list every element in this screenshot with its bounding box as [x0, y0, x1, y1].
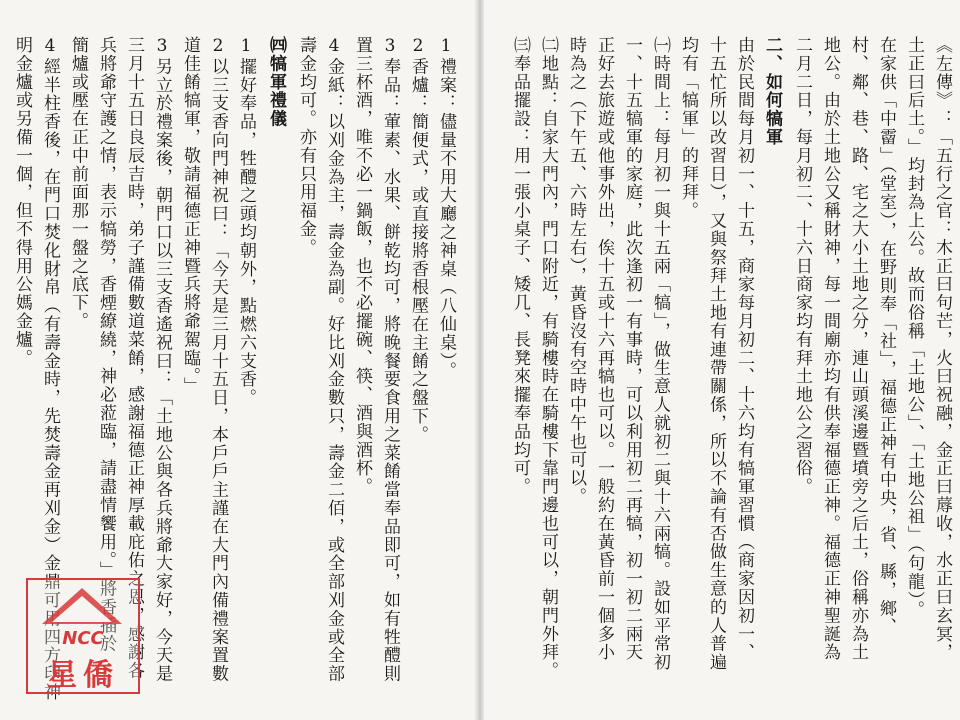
text-column: 置三杯酒，唯不必一鍋飯，也不必擺碗、筷、酒與酒杯。 — [352, 36, 372, 496]
text-column: 2香爐：簡便式，或直接將香根壓在主餚之盤下。 — [408, 36, 428, 444]
text-column: 兵將爺守護之情，表示犒勞，香煙繚繞，神必蒞臨，請盡情饗用。」將香插於 — [96, 36, 116, 654]
text-column: ㈢奉品擺設：用一張小桌子、矮几、長凳來擺奉品均可。 — [510, 36, 530, 496]
text-column: 2以三支香向門神祝曰：「今天是三月十五日，本戶戶主謹在大門內備禮案置數 — [208, 36, 228, 683]
house-logo-icon — [42, 588, 122, 624]
section-heading: 二、如何犒軍 — [762, 36, 782, 147]
text-column: 1擺好奉品，牲醴之頭均朝外，點燃六支香。 — [236, 36, 256, 407]
text-column: ㈡地點：自家大門內，門口附近，有騎樓時在騎樓下靠門邊也可以，朝門外拜。 — [538, 36, 558, 680]
text-column: 正好去旅遊或他事外出，俟十五或十六再犒也可以。一般約在黃昏前一個多小 — [594, 36, 614, 662]
text-column: 由於民間每月初一、十五，商家每月初二、十六均有犒軍習慣（商家因初一、 — [734, 36, 754, 662]
text-column: 地公。由於土地公又稱財神，每一間廟亦均有供奉福德正神。福德正神聖誕為 — [820, 36, 840, 662]
text-column: 3另立於禮案後，朝門口以三支香遙祝曰：「土地公與各兵將爺大家好，今天是 — [152, 36, 172, 683]
text-column: 1禮案：儘量不用大廳之神桌（八仙桌）。 — [436, 36, 456, 381]
text-column: ㈠時間上：每月初一與十五兩「犒」，做生意人就初二與十六兩犒。設如平常初 — [650, 36, 670, 672]
text-column: 土正曰后土。」均封為上公。故而俗稱「土地公」、「土地公祖」（句龍）。 — [904, 36, 924, 620]
text-column: 簡爐或壓在正中前面那一盤之底下。 — [68, 36, 88, 331]
text-column: 一、十五犒軍的家庭，此次逢初一有事時，可以利用初二再犒，初一初二兩天 — [622, 36, 642, 662]
left-page — [0, 0, 476, 720]
stamp-latin-text: NCC — [62, 628, 104, 649]
section-heading: ㈣犒軍禮儀 — [266, 36, 286, 128]
text-column: 《左傳》：「五行之官：木正曰句芒，火曰祝融，金正曰蓐收，水正曰玄冥， — [932, 36, 952, 662]
text-column: 道佳餚犒軍，敬請福德正神暨兵將爺駕臨。」 — [180, 36, 200, 396]
watermark-stamp — [26, 578, 140, 694]
right-page — [484, 0, 960, 720]
text-column: 均有「犒軍」的拜拜。 — [678, 36, 698, 220]
text-column: 十五忙所以改習日），又與祭拜土地有連帶關係，所以不論有否做生意的人普遍 — [706, 36, 726, 672]
text-column: 4金紙：以刈金為主，壽金為副。好比刈金數只，壽金二佰，或全部刈金或全部 — [324, 36, 344, 683]
stamp-cjk-text: 星僑 — [47, 658, 119, 693]
text-column: 時為之（下午五、六時左右），黃昏沒有空時中午也可以。 — [566, 36, 586, 506]
text-column: 4經半柱香後，在門口焚化財帛（有壽金時，先焚壽金再刈金）金鼎可用四方印神 — [40, 36, 60, 702]
text-column: 明金爐或另備一個，但不得用公媽金爐。 — [12, 36, 32, 368]
text-column: 二月二日，每月初二、十六日商家均有拜土地公之習俗。 — [792, 36, 812, 496]
text-column: 壽金均可。亦有只用福金。 — [296, 36, 316, 257]
text-column: 村、鄰、巷、路、宅之大小土地之分，連山頭溪邊暨墳旁之后土，俗稱亦為土 — [848, 36, 868, 662]
text-column: 在家供「中霤」（堂室），在野則奉「社」，福德正神有中央，省、縣，鄉、 — [876, 36, 896, 637]
text-column: 3奉品：葷素、水果、餅乾均可，將晚餐要食用之菜餚當奉品即可，如有牲醴則 — [380, 36, 400, 683]
text-column: 三月十五日良辰吉時，弟子謹備數道菜餚，感謝福德正神厚載庇佑之恩，感謝各 — [124, 36, 144, 680]
